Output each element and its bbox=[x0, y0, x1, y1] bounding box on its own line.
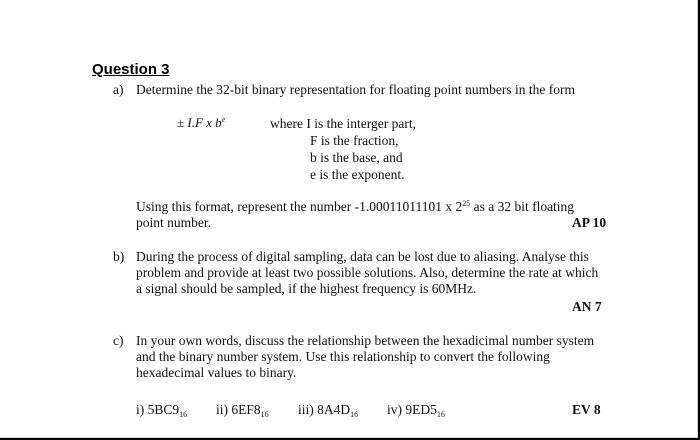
hex-value: 9ED5 bbox=[405, 402, 437, 417]
part-a-label: a) bbox=[113, 82, 124, 97]
part-a-format-line-2: point number. bbox=[136, 215, 211, 230]
hex-value-item bbox=[216, 402, 269, 418]
part-c-label: c) bbox=[113, 333, 124, 348]
floating-point-formula bbox=[177, 115, 225, 131]
part-a-code: AP 10 bbox=[572, 215, 607, 230]
format-exponent: 25 bbox=[462, 199, 471, 208]
hex-base: 16 bbox=[260, 410, 269, 419]
hex-value: 6EF8 bbox=[231, 402, 261, 417]
hex-base: 16 bbox=[350, 410, 359, 419]
hex-value-item bbox=[136, 402, 187, 418]
part-c-code: EV 8 bbox=[572, 402, 601, 417]
question-title: Question 3 bbox=[92, 61, 170, 78]
definition-line: where I is the interger part, bbox=[270, 116, 416, 131]
part-c-line: and the binary number system. Use this relationship to convert the following bbox=[136, 349, 550, 364]
part-b-line: problem and provide at least two possible solutions. Also, determine the rate at which bbox=[136, 265, 599, 280]
hex-value: 8A4D bbox=[317, 402, 351, 417]
format-tail: as a 32 bit floating bbox=[470, 199, 575, 214]
hex-base: 16 bbox=[436, 410, 445, 419]
definition-line: F is the fraction, bbox=[310, 133, 399, 148]
hex-value-item bbox=[298, 402, 358, 418]
part-b-code: AN 7 bbox=[572, 299, 602, 314]
part-c-line: hexadecimal values to binary. bbox=[136, 365, 297, 380]
hex-value-item bbox=[387, 402, 445, 418]
hex-value-label: i) bbox=[136, 402, 145, 417]
part-a-format-line bbox=[136, 199, 574, 215]
formula-base: ± I.F x b bbox=[177, 115, 222, 130]
format-number: Using this format, represent the number -1.00011011101 x 2 bbox=[136, 199, 463, 214]
part-b-line: During the process of digital sampling, data can be lost due to aliasing. Analyse this bbox=[136, 249, 589, 264]
part-c-line: In your own words, discuss the relationship between the hexadicimal number system bbox=[136, 333, 595, 348]
definition-line: e is the exponent. bbox=[310, 167, 405, 182]
hex-value-label: ii) bbox=[216, 402, 228, 417]
definition-line: b is the base, and bbox=[310, 150, 403, 165]
hex-value-label: iv) bbox=[387, 402, 402, 417]
part-a-text: Determine the 32-bit binary representation for floating point numbers in the form bbox=[136, 82, 576, 97]
hex-base: 16 bbox=[179, 410, 188, 419]
hex-value-label: iii) bbox=[298, 402, 314, 417]
part-b-label: b) bbox=[113, 249, 125, 264]
hex-value: 5BC9 bbox=[147, 402, 180, 417]
formula-exponent: e bbox=[221, 115, 226, 124]
part-b-line: a signal should be sampled, if the highest frequency is 60MHz. bbox=[136, 281, 477, 296]
